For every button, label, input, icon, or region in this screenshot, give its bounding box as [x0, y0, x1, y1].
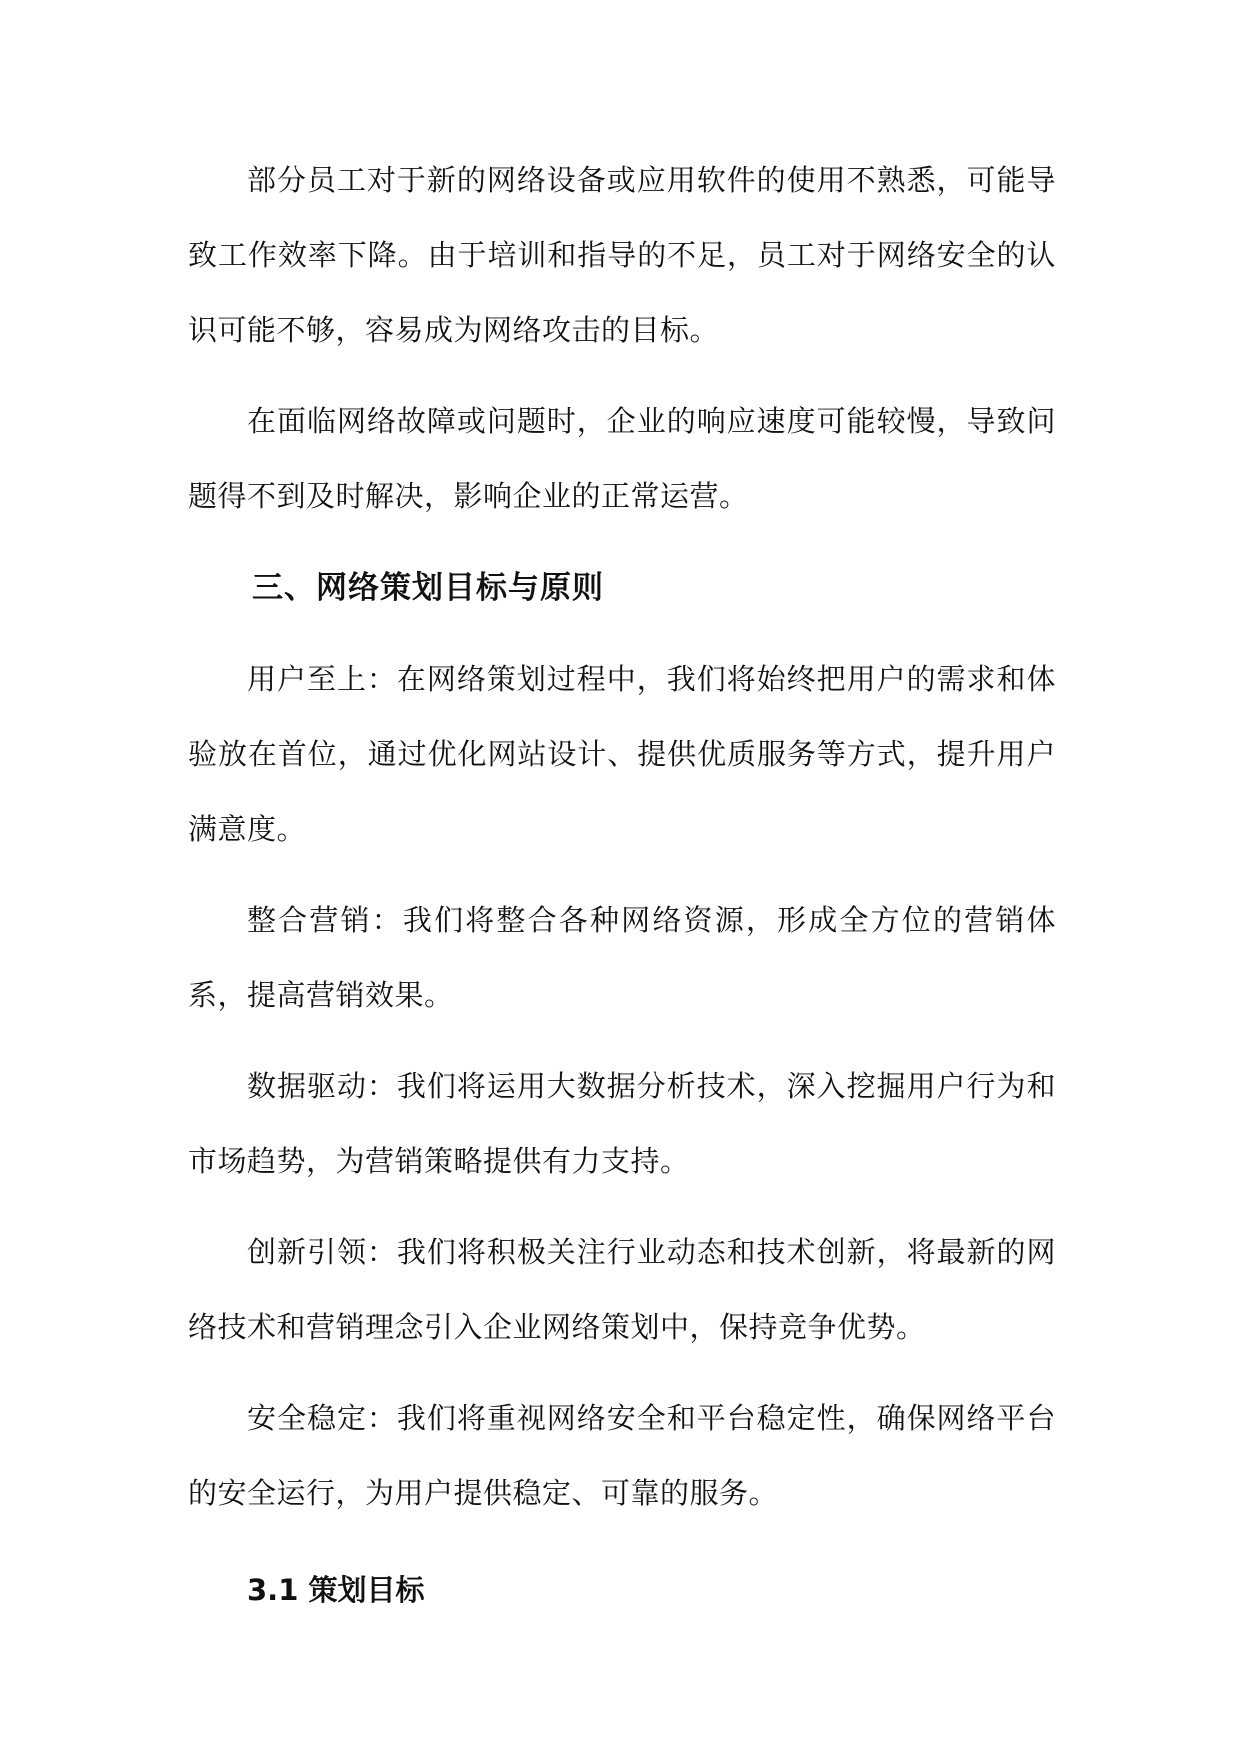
document-content — [188, 143, 1056, 1628]
paragraph-security-stability: 安全稳定：我们将重视网络安全和平台稳定性，确保网络平台的安全运行，为用户提供稳定、可靠的服务。 — [188, 1401, 1056, 1510]
paragraph-data-driven: 数据驱动：我们将运用大数据分析技术，深入挖掘用户行为和市场趋势，为营销策略提供有力支持。 — [188, 1069, 1056, 1178]
paragraph-innovation: 创新引领：我们将积极关注行业动态和技术创新，将最新的网络技术和营销理念引入企业网络策划中，保持竞争优势。 — [188, 1235, 1056, 1344]
paragraph-staff-unfamiliar: 部分员工对于新的网络设备或应用软件的使用不熟悉，可能导致工作效率下降。由于培训和指导的不足，员工对于网络安全的认识可能不够，容易成为网络攻击的目标。 — [188, 163, 1056, 347]
paragraph-integrated-marketing: 整合营销：我们将整合各种网络资源，形成全方位的营销体系，提高营销效果。 — [188, 903, 1056, 1012]
section-heading: 三、网络策划目标与原则 — [252, 570, 604, 606]
paragraph-slow-response: 在面临网络故障或问题时，企业的响应速度可能较慢，导致问题得不到及时解决，影响企业的正常运营。 — [188, 404, 1056, 513]
paragraph-user-first: 用户至上：在网络策划过程中，我们将始终把用户的需求和体验放在首位，通过优化网站设计、提供优质服务等方式，提升用户满意度。 — [188, 662, 1056, 846]
subsection-heading: 3.1 策划目标 — [247, 1573, 425, 1607]
